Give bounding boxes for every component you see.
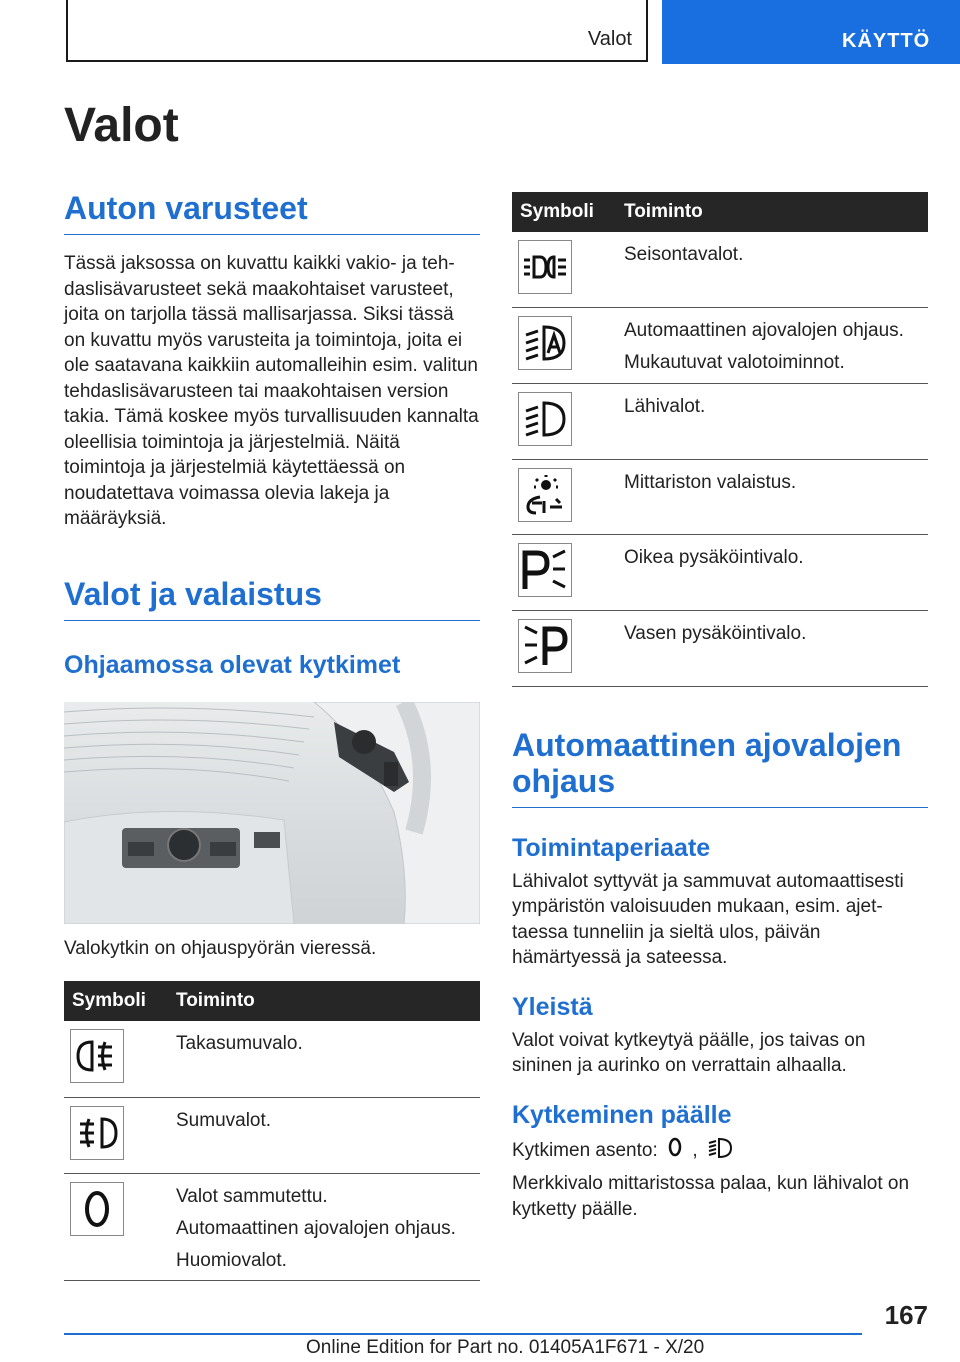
header-section-box: [66, 0, 648, 62]
auto-headlight-icon: [518, 316, 572, 370]
switch-position-separator: ,: [692, 1139, 698, 1161]
table-row: [512, 383, 928, 459]
header-chapter-tab: KÄYTTÖ: [662, 0, 960, 64]
heading-general: Yleistä: [512, 992, 593, 1021]
col-function-header: Toiminto: [624, 192, 928, 232]
row-text: Takasumuvalo.: [176, 1033, 303, 1054]
table-row: [64, 1097, 480, 1173]
heading-equipment: Auton varusteet: [64, 190, 480, 235]
right-parking-light-icon: [518, 543, 572, 597]
page-title: Valot: [64, 99, 179, 152]
table-row: [64, 1021, 480, 1097]
row-text: Lähivalot.: [624, 395, 706, 417]
left-column: [64, 190, 480, 1281]
row-text: Automaattinen ajovalojen ohjaus.: [624, 319, 904, 341]
cockpit-switch-photo: [64, 702, 480, 924]
symbol-table-left: [64, 981, 480, 1281]
heading-principle: Toimintaperiaate: [512, 833, 711, 862]
table-row: [512, 610, 928, 686]
row-text: Vasen pysäköintivalo.: [624, 622, 807, 644]
table-row: [512, 459, 928, 534]
switch-position-line: [512, 1136, 928, 1166]
heading-switch-on: Kytkeminen päälle: [512, 1100, 732, 1129]
heading-lights: Valot ja valaistus: [64, 576, 480, 621]
photo-caption: Valokytkin on ohjauspyörän vieressä.: [64, 937, 377, 959]
table-row: [512, 307, 928, 383]
row-text: Valot sammutettu.: [176, 1185, 328, 1207]
row-text: Mukautuvat valotoiminnot.: [624, 351, 845, 373]
col-symbol-header: Symboli: [512, 192, 624, 232]
instrument-lighting-icon: [518, 468, 572, 522]
footer-edition: Online Edition for Part no. 01405A1F671 - X/20: [306, 1337, 705, 1358]
row-text: Huomiovalot.: [176, 1249, 287, 1271]
principle-paragraph: Lähivalot syttyvät ja sammuvat automaattisesti ympäristön valoisuuden mukaan, esim. ajettaessa tunneliin ja sieltä ulos, päivän hämärtyessä ja sateessa.: [512, 870, 904, 968]
symbol-table-right: [512, 192, 928, 687]
fog-lights-icon: [70, 1106, 124, 1160]
col-symbol-header: Symboli: [64, 981, 176, 1021]
equipment-paragraph: Tässä jaksossa on kuvattu kaikki vakio- ja tehdaslisävarusteet sekä maakohtaiset varusteet, joita on tarjolla tässä mallisarjassa. Siksi tässä on kuvattu myös varusteita ja toimintoja, joita ei ole saatavana kaikkiin automalleihin esim. valitun tehdaslisävarusteen tai maakohtaisen version takia. Tämä koskee myös turvallisuuden kannalta oleellisia toimintoja ja järjestelmiä. Näitä toimintoja ja järjestelmiä käytettäessä on noudatettava voimassa olevia lakeja ja määräyksiä.: [64, 253, 479, 529]
heading-auto-headlight: Automaattinen ajovalojen ohjaus: [512, 727, 928, 808]
row-text: Sumuvalot.: [176, 1109, 272, 1131]
row-text: Oikea pysäköintivalo.: [624, 546, 804, 568]
rear-fog-light-icon: [70, 1029, 124, 1083]
row-text: Mittariston valaistus.: [624, 471, 797, 493]
cockpit-illustration: [64, 702, 480, 924]
page-number: 167: [884, 1300, 928, 1330]
general-paragraph: Valot voivat kytkeytyä päälle, jos taivas on sininen ja aurinko on verrattain alhaalla.: [512, 1029, 866, 1076]
footer-divider: [64, 1333, 862, 1335]
table-row: [64, 1173, 480, 1280]
right-column: [512, 192, 928, 1222]
lights-off-zero-icon: [70, 1182, 124, 1236]
low-beam-icon: [518, 392, 572, 446]
parking-lights-icon: [518, 240, 572, 294]
row-text: Automaattinen ajovalojen ohjaus.: [176, 1217, 456, 1239]
col-function-header: Toiminto: [176, 981, 480, 1021]
table-row: [512, 534, 928, 610]
auto-headlight-icon: [707, 1136, 733, 1166]
table-row: [512, 232, 928, 307]
indicator-paragraph: Merkkivalo mittaristossa palaa, kun lähivalot on kytketty päälle.: [512, 1173, 910, 1220]
lights-off-zero-icon: [667, 1136, 683, 1166]
header-section-title: Valot: [587, 28, 632, 50]
switch-position-label: Kytkimen asento:: [512, 1139, 658, 1161]
row-text: Seisontavalot.: [624, 244, 744, 265]
heading-switches: Ohjaamossa olevat kytkimet: [64, 650, 401, 679]
left-parking-light-icon: [518, 619, 572, 673]
